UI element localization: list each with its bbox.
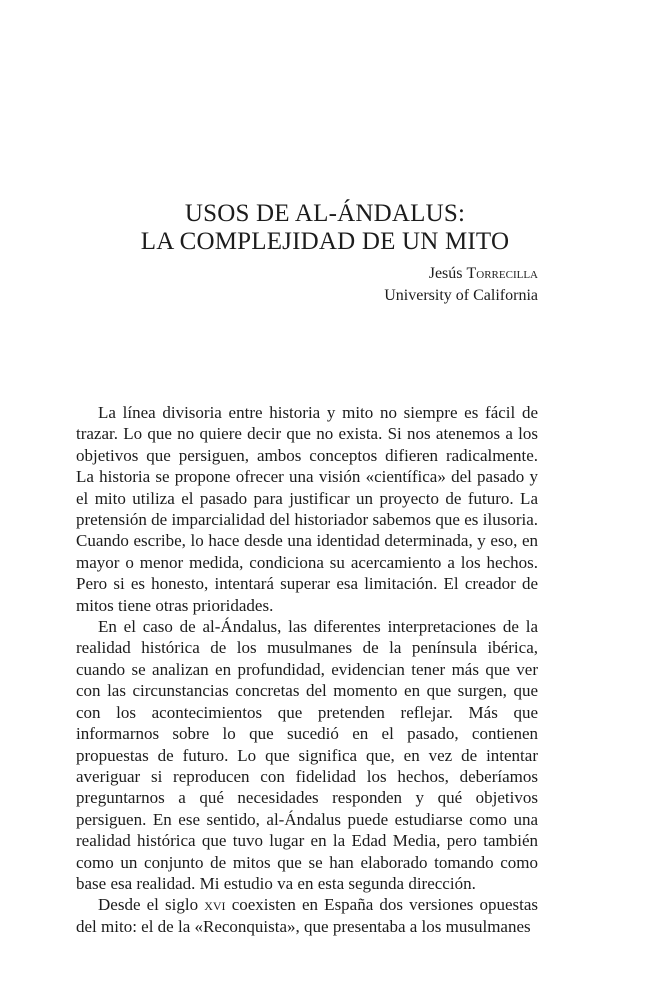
author-first-name: Jesús	[428, 265, 463, 282]
title-line-1: USOS DE AL-ÁNDALUS:	[184, 200, 466, 227]
article-title	[60, 200, 590, 256]
paragraph-3	[76, 894, 538, 937]
author-block	[384, 263, 538, 307]
author-name	[384, 263, 538, 285]
paragraph-3-start: Desde el siglo	[98, 895, 199, 915]
paragraph-1: La línea divisoria entre historia y mito no siempre es fácil de trazar. Lo que no quiere decir que no exista. Si nos atenemos a los objetivos que persiguen, ambos conceptos difieren radicalmente. La historia se propone ofrecer una visión «científica» del pasado y el mito utiliza el pasado para justificar un proyecto de futuro. La pretensión de imparcialidad del historiador sabemos que es ilusoria. Cuando escribe, lo hace desde una identidad determinada, y eso, en mayor o menor medida, condiciona su acercamiento a los hechos. Pero si es honesto, intentará superar esa limitación. El creador de mitos tiene otras prioridades.	[76, 403, 538, 615]
title-line-2: LA COMPLEJIDAD DE UN MITO	[140, 228, 510, 255]
paragraph-2: En el caso de al-Ándalus, las diferentes interpretaciones de la realidad histórica de los musulmanes de la península ibérica, cuando se analizan en profundidad, evidencian tener más que ver con las circunstancias concretas del momento en que surgen, que con los acontecimientos que pretenden reflejar. Más que informarnos sobre lo que sucedió en el pasado, contienen propuestas de futuro. Lo que significa que, en vez de intentar averiguar si reproducen con fidelidad los hechos, deberíamos preguntarnos a qué necesidades responden y qué objetivos persiguen. En ese sentido, al-Ándalus puede estudiarse como una realidad histórica que tuvo lugar en la Edad Media, pero también como un conjunto de mitos que se han elaborado tomando como base esa realidad. Mi estudio va en esta segunda dirección.	[76, 617, 538, 893]
author-last-name: Torrecilla	[466, 265, 538, 282]
article-body	[76, 402, 538, 937]
century-numeral: xvi	[204, 895, 226, 915]
paragraph-3-rest: coexisten en España dos versiones opuestas del mito: el de la «Reconquista», que presentaba a los musulmanes	[76, 895, 539, 936]
author-affiliation: University of California	[384, 287, 538, 304]
